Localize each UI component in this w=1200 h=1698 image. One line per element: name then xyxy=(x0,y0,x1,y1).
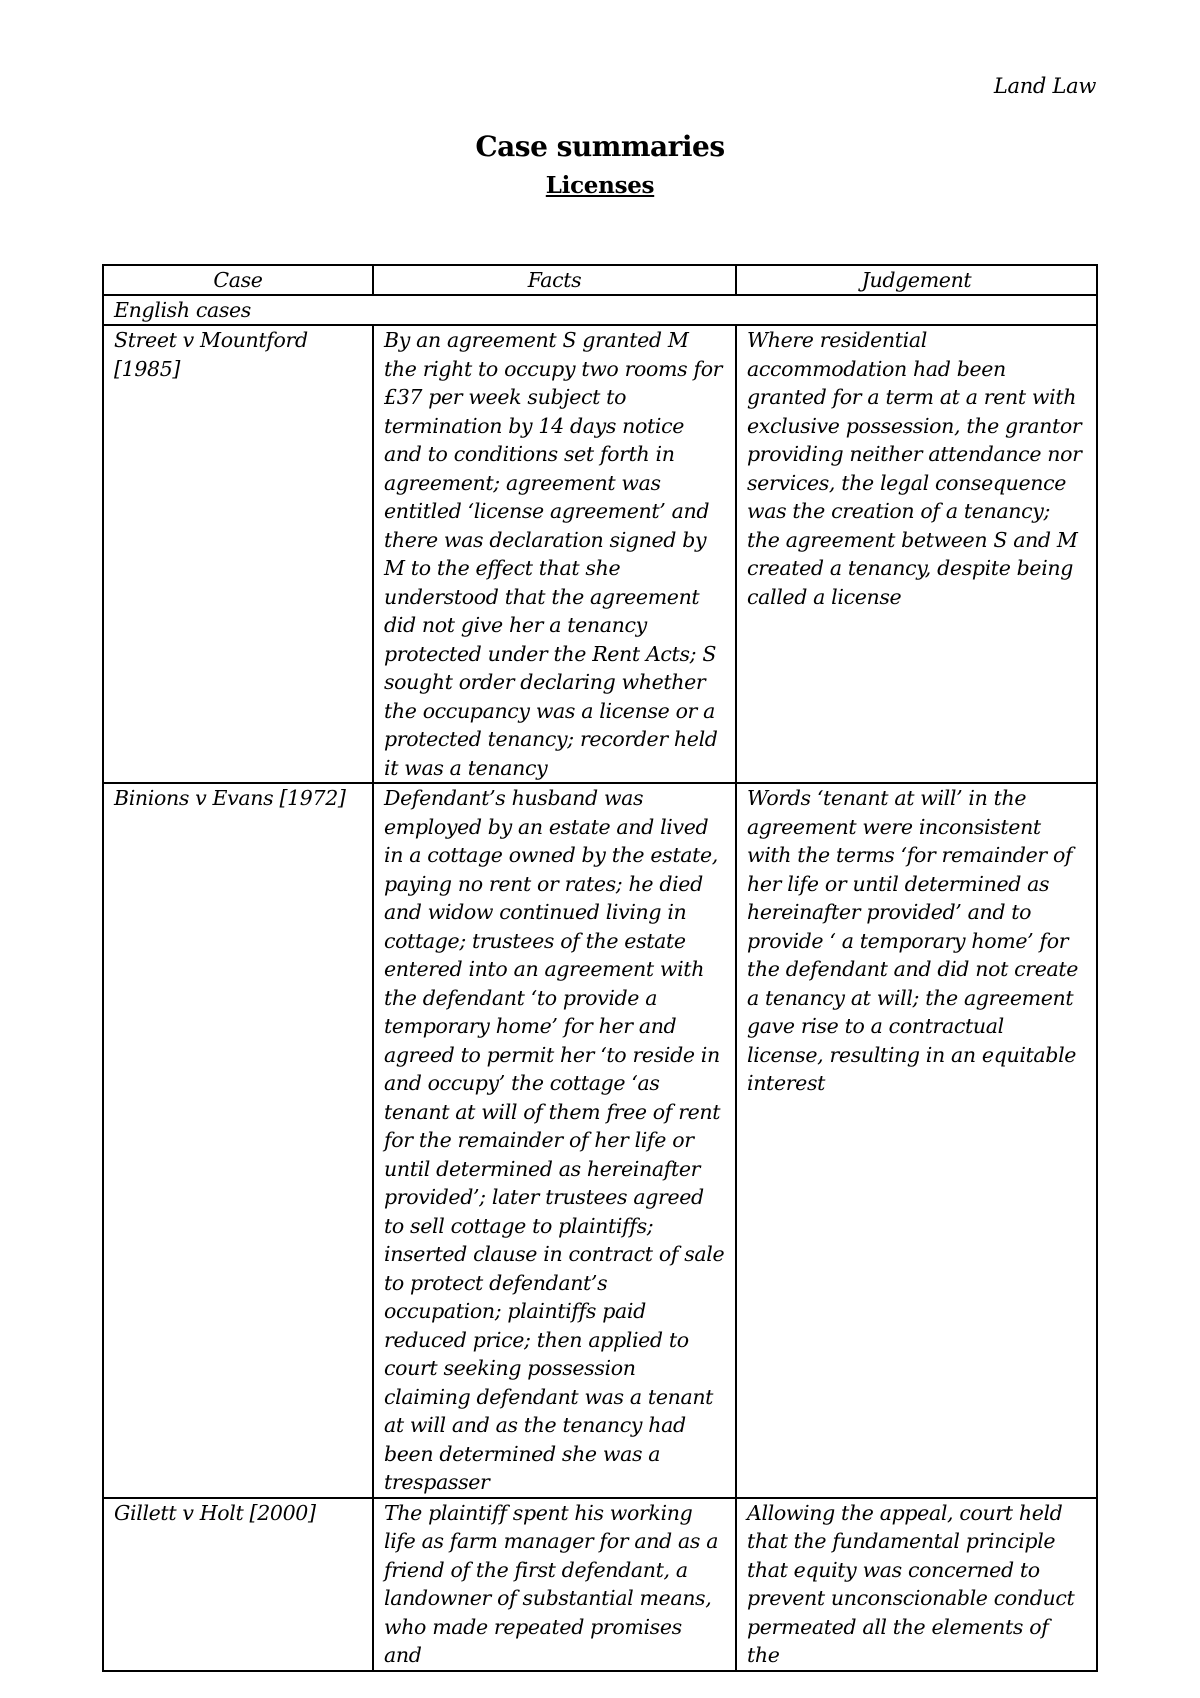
facts-cell: Defendant’s husband was employed by an estate and lived in a cottage owned by the estate, paying no rent or rates; he died and widow continued living in cottage; trustees of the estate entered into an agreement with the defendant ‘to provide a temporary home’ for her and agreed to permit her ‘to reside in and occupy’ the cottage ‘as tenant at will of them free of rent for the remainder of her life or until determined as hereinafter provided’; later trustees agreed to sell cottage to plaintiffs; inserted clause in contract of sale to protect defendant’s occupation; plaintiffs paid reduced price; then applied to court seeking possession claiming defendant was a tenant at will and as the tenancy had been determined she was a trespasser xyxy=(373,783,736,1498)
table-header-row xyxy=(103,265,1097,295)
facts-cell: The plaintiff spent his working life as farm manager for and as a friend of the first defendant, a landowner of substantial means, who made repeated promises and xyxy=(373,1498,736,1671)
column-header-facts: Facts xyxy=(373,265,736,295)
case-cell: Binions v Evans [1972] xyxy=(103,783,373,1498)
case-cell: Street v Mountford [1985] xyxy=(103,325,373,783)
section-row xyxy=(103,295,1097,325)
facts-cell: By an agreement S granted M the right to occupy two rooms for £37 per week subject to termination by 14 days notice and to conditions set forth in agreement; agreement was entitled ‘license agreement’ and there was declaration signed by M to the effect that she understood that the agreement did not give her a tenancy protected under the Rent Acts; S sought order declaring whether the occupancy was a license or a protected tenancy; recorder held it was a tenancy xyxy=(373,325,736,783)
running-header: Land Law xyxy=(993,74,1096,98)
section-label: English cases xyxy=(103,295,1097,325)
judgement-cell: Where residential accommodation had been granted for a term at a rent with exclusive possession, the grantor providing neither attendance nor services, the legal consequence was the creation of a tenancy; the agreement between S and M created a tenancy, despite being called a license xyxy=(736,325,1097,783)
judgement-cell: Words ‘tenant at will’ in the agreement were inconsistent with the terms ‘for remainder of her life or until determined as hereinafter provided’ and to provide ‘ a temporary home’ for the defendant and did not create a tenancy at will; the agreement gave rise to a contractual license, resulting in an equitable interest xyxy=(736,783,1097,1498)
document-title: Case summaries xyxy=(475,130,725,163)
table-row xyxy=(103,783,1097,1498)
case-cell: Gillett v Holt [2000] xyxy=(103,1498,373,1671)
column-header-judgement: Judgement xyxy=(736,265,1097,295)
table-row xyxy=(103,1498,1097,1671)
document-subtitle: Licenses xyxy=(545,172,655,199)
case-table xyxy=(102,264,1098,1672)
column-header-case: Case xyxy=(103,265,373,295)
judgement-cell: Allowing the appeal, court held that the fundamental principle that equity was concerned to prevent unconscionable conduct permeated all the elements of the xyxy=(736,1498,1097,1671)
table-row xyxy=(103,325,1097,783)
